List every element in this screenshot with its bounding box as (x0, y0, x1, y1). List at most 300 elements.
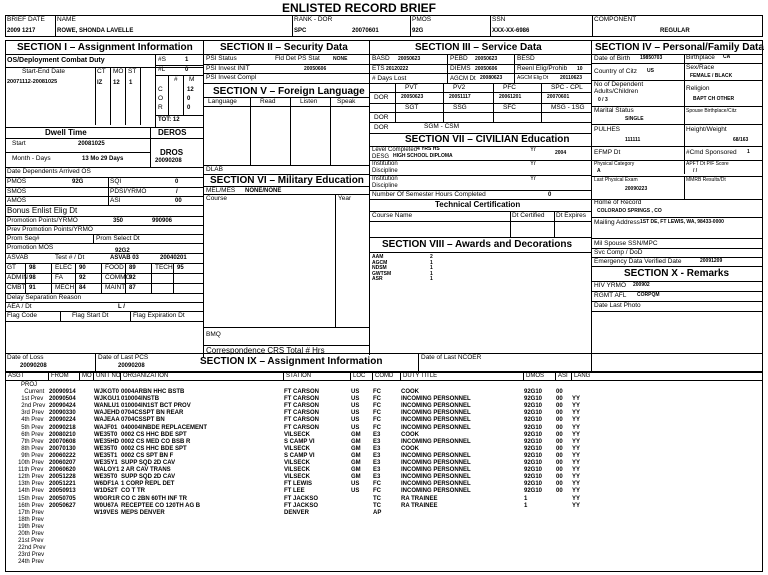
asvab-score-value: 89 (129, 265, 136, 271)
birthplace-label: Birthplace (686, 54, 715, 61)
asvab-score-label: CMBT (7, 284, 26, 291)
hash-label: # (174, 76, 178, 83)
col-divider (350, 372, 351, 380)
table-header: COMD (375, 373, 394, 379)
rgmt-value: CORPQM (637, 292, 660, 298)
yr-label: Yr (530, 147, 536, 153)
table-header: ASGT (8, 373, 25, 379)
date-loss-value: 20090208 (20, 363, 47, 369)
table-cell: FT CARSON (284, 403, 319, 410)
asvab-score-label: GT (7, 264, 17, 271)
col-divider (395, 83, 396, 122)
award-name: NDSM (372, 265, 387, 271)
agcm-dt-value: 20080623 (480, 75, 503, 81)
c-label: C (158, 86, 163, 93)
table-cell: TC (373, 495, 381, 502)
besd-label: BESD (517, 55, 535, 62)
table-cell: 20090224 (49, 417, 76, 424)
asvab-score-label: COMMO (105, 274, 131, 281)
section-6-title: SECTION VI – Military Education (210, 175, 364, 186)
dt-exp-label: Dt Expires (556, 212, 586, 219)
table-cell: 20080210 (49, 431, 76, 438)
asgt-label: 11th Prev (18, 467, 44, 474)
table-cell: YY (572, 488, 581, 495)
table-cell: INCOMING PERSONNEL (401, 452, 471, 459)
dor-label: DOR (374, 114, 389, 121)
table-header: DUTY TITLE (403, 373, 438, 379)
deros-label: DEROS (158, 128, 187, 137)
rank-grid (369, 83, 591, 133)
table-cell: INCOMING PERSONNEL (401, 467, 471, 474)
table-cell: FT CARSON (284, 424, 319, 431)
ssn-label: SSN (492, 16, 506, 23)
table-cell: 92G10 (524, 417, 543, 424)
row-divider (369, 112, 591, 113)
table-cell: 0002 CS HHC BDE SPT (121, 431, 187, 438)
table-cell: FT LEWIS (284, 481, 312, 488)
table-cell: YY (572, 481, 581, 488)
asgt-label: 12th Prev (18, 474, 44, 481)
table-cell: VILSECK (284, 445, 311, 452)
section-9-title: SECTION IX – Assignment Information (200, 356, 383, 367)
citizen-label: Country of Citz (594, 68, 637, 75)
table-cell: 20051228 (49, 474, 76, 481)
table-cell: FT CARSON (284, 396, 319, 403)
page-title: ENLISTED RECORD BRIEF (282, 1, 437, 15)
table-cell: YY (572, 474, 581, 481)
asgt-label: Current (24, 389, 45, 395)
table-cell: INCOMING PERSONNEL (401, 417, 471, 424)
r-value: 0 (187, 105, 191, 111)
asgt-label: 22nd Prev (18, 545, 46, 552)
table-cell: 92G10 (524, 474, 543, 481)
table-cell: DENVER (284, 509, 310, 516)
col-divider (48, 372, 49, 380)
component-label: COMPONENT (594, 16, 637, 23)
table-cell: 0002 CS HHC BDE SPT (121, 445, 187, 452)
correspondence-label: Correspondence CRS Total # Hrs (206, 346, 325, 355)
table-cell: FT CARSON (284, 410, 319, 417)
table-header: ASI (558, 373, 568, 379)
section-4-title: SECTION IV – Personal/Family Data (595, 42, 764, 53)
asvab-score-value: 87 (129, 285, 136, 291)
name-label: NAME (57, 16, 76, 23)
asgt-label: 19th Prev (18, 523, 44, 530)
pmos2-value: 92G (72, 179, 84, 185)
date-loss-label: Date of Loss (7, 354, 44, 361)
table-cell: WE35Y1 (94, 460, 118, 466)
pdsi-value: / (176, 189, 178, 195)
table-cell: 1 CORP REPL DET (121, 481, 175, 488)
col-divider (151, 263, 152, 293)
table-cell: YY (572, 410, 581, 417)
table-cell: US (351, 410, 360, 417)
table-cell: E3 (373, 460, 381, 466)
table-cell: YY (572, 445, 581, 452)
table-cell: WJKGU1 (94, 396, 120, 403)
table-cell: E3 (373, 431, 381, 438)
table-cell: W19VES (94, 509, 119, 516)
os-deployment-label: OS/Deployment Combat Duty (7, 57, 105, 64)
dor-value: 20051117 (449, 94, 471, 100)
table-cell: 00 (556, 403, 563, 410)
table-cell: US (351, 424, 360, 431)
tech-cert-label: Technical Certification (435, 200, 521, 209)
table-cell: VILSECK (284, 467, 311, 474)
table-cell: WE35HD (94, 438, 120, 445)
asvab-score-label: ADMIN (7, 274, 28, 281)
table-cell: 20090424 (49, 403, 76, 410)
table-cell: 2 AR CAV TRANS (121, 467, 171, 474)
table-cell: VILSECK (284, 460, 311, 466)
section-7-title: SECTION VII – CIVILIAN Education (405, 134, 570, 145)
table-cell: INCOMING PERSONNEL (401, 403, 471, 410)
sgm-label: SGM - CSM (424, 123, 460, 130)
asvab-score-value: 92 (129, 275, 136, 281)
agcm-elig-label: AGCM Elig Dt (517, 75, 549, 81)
table-cell: E3 (373, 474, 381, 481)
table-cell: YY (572, 431, 581, 438)
language-label: Language (208, 98, 237, 105)
table-cell: 20090218 (49, 424, 76, 431)
table-cell: 20050627 (49, 502, 76, 509)
table-cell: SUPP SQD 2D CAV (121, 460, 176, 466)
table-cell: S CAMP VI (284, 438, 315, 445)
religion-label: Religion (686, 85, 710, 92)
table-cell: 0704CSSPT BN REAR (121, 410, 184, 417)
mmrb-label: MMRB Results/Dt (686, 177, 726, 183)
table-cell: 0704CSSPT BN (121, 417, 165, 424)
table-cell: 00 (556, 474, 563, 481)
col-divider (25, 263, 26, 293)
spouse-label: Spouse Birthplace/Citz (686, 108, 737, 114)
prev-promo-label: Prev Promotion Points/YRMO (7, 226, 93, 233)
pdsi-label: PDSI/YRMO (110, 188, 147, 195)
tot-value: TOT: 12 (158, 117, 180, 123)
table-header: DMOS (526, 373, 544, 379)
table-cell: FC (373, 403, 381, 410)
cmd-sponsored-label: #Cmd Sponsored (686, 149, 737, 156)
asvab-score-value: 84 (79, 285, 86, 291)
asvab-scores (5, 263, 203, 293)
pebd-label: PEBD (450, 55, 468, 62)
height-weight-value: 68/163 (733, 137, 749, 143)
table-cell: E3 (373, 467, 381, 474)
table-cell: 20060207 (49, 460, 76, 466)
table-cell: COOK (401, 445, 419, 452)
dor-label: DOR (374, 124, 389, 131)
table-cell: INCOMING PERSONNEL (401, 481, 471, 488)
agcm-dt-label: AGCM Dt (450, 76, 476, 82)
brief-date-label: BRIEF DATE (7, 16, 45, 23)
asvab-date: 20040201 (160, 255, 187, 261)
table-cell: CO C 2BN 60TH INF TR (121, 495, 188, 502)
section-10-title: SECTION X - Remarks (624, 268, 730, 279)
r-label: R (158, 104, 163, 111)
table-cell: E3 (373, 445, 381, 452)
amos-label: AMOS (7, 197, 27, 204)
col-divider (79, 372, 80, 380)
deploy-dates: 20071112-20081025 (7, 79, 58, 85)
table-cell: RA TRAINEE (401, 502, 438, 509)
table-cell: WE35T0 (94, 445, 118, 452)
physical-category-value: A (597, 168, 601, 174)
table-cell: INCOMING PERSONNEL (401, 488, 471, 495)
pmos-label: PMOS (412, 16, 432, 23)
last-ncoer-label: Date of Last NCOER (421, 354, 482, 361)
rank-value: SPC (294, 28, 307, 34)
asvab-score-label: ELEC (55, 264, 72, 271)
table-cell: FT CARSON (284, 417, 319, 424)
table-cell: INCOMING PERSONNEL (401, 424, 471, 431)
rank-col-label: PVT (405, 84, 418, 91)
deploy-mo: 12 (113, 80, 120, 86)
asgt-label: 16th Prev (18, 502, 44, 509)
level-value: 4 YRS HS (417, 146, 440, 152)
asgt-label: 20th Prev (18, 531, 44, 537)
table-cell: 92G10 (524, 389, 543, 395)
pebd-value: 20050623 (475, 56, 498, 62)
table-cell: MEPS DENVER (121, 509, 165, 516)
assignment-rows (5, 372, 763, 572)
hiv-label: HIV YRMO (594, 282, 627, 289)
table-cell: YY (572, 424, 581, 431)
table-cell: WAJEAA (94, 417, 120, 424)
l-value: 0 (185, 67, 189, 73)
table-cell: FT JACKSO (284, 502, 319, 509)
psi-init-value: 20050606 (304, 66, 327, 72)
asvab-score-label: MAINT (105, 284, 126, 291)
apft-value: / / (693, 168, 698, 174)
start-value: 20081025 (78, 141, 105, 147)
reenl-value: 10 (577, 66, 583, 72)
col-divider (51, 263, 52, 293)
promo-points-value: 350 (113, 218, 124, 224)
table-cell: INCOMING PERSONNEL (401, 396, 471, 403)
desg-value: HIGH SCHOOL DIPLOMA (393, 153, 453, 159)
table-cell: 00 (556, 417, 563, 424)
month-days-value: 13 Mo 29 Days (82, 156, 124, 162)
table-cell: 00 (556, 445, 563, 452)
table-header: LOC (353, 373, 366, 379)
asgt-label: 3rd Prev (21, 410, 44, 417)
dor-value: 20050623 (401, 94, 424, 100)
psi-status-label: PSI Status (206, 55, 237, 62)
asvab-score-label: TECH (155, 264, 173, 271)
last-photo-label: Date Last Photo (594, 302, 641, 309)
table-cell: VILSECK (284, 474, 311, 481)
dor-value: 20070601 (547, 94, 570, 100)
col-divider (400, 372, 401, 380)
listen-label: Listen (300, 98, 318, 105)
table-cell: TC (373, 502, 381, 509)
table-cell: 20060222 (49, 452, 76, 459)
table-cell: W0GR1R (94, 495, 120, 502)
dob-label: Date of Birth (594, 55, 631, 62)
dor-value: 20070601 (352, 28, 379, 34)
mailing-value: 1ST DE, FT LEWIS, WA, 98433-0000 (640, 219, 724, 225)
table-cell: 20090330 (49, 410, 76, 417)
table-cell: COOK (401, 431, 419, 438)
table-cell: GM (351, 467, 361, 474)
table-header: ORGANIZATION (123, 373, 169, 379)
bonus-label: Bonus Enlist Elig Dt (7, 206, 78, 215)
asgt-label: 24th Prev (18, 559, 44, 566)
prom-select-label: Prom Select Dt (96, 235, 140, 242)
table-cell: YY (572, 495, 581, 502)
col-divider (125, 263, 126, 293)
dependents-label: No of Dependent Adults/Children (594, 81, 644, 96)
table-cell: W1D52T (94, 488, 118, 495)
dlab-label: DLAB (206, 166, 223, 173)
ct-label: CT (97, 68, 106, 75)
mil-spouse-label: Mil Spouse SSN/MPC (594, 240, 658, 247)
table-cell: YY (572, 467, 581, 474)
month-days-label: Month - Days (12, 155, 51, 162)
asgt-label: 8th Prev (21, 445, 44, 452)
asi-label: ASI (110, 197, 121, 204)
table-cell: INCOMING PERSONNEL (401, 460, 471, 466)
table-cell: AP (373, 509, 382, 516)
table-cell: FC (373, 488, 381, 495)
level-label: Level Completed (372, 147, 418, 153)
table-header: FROM (51, 373, 69, 379)
marital-value: SINGLE (625, 116, 644, 122)
col-divider (372, 372, 373, 380)
table-header: LANG (574, 373, 591, 379)
table-cell: 92G10 (524, 460, 543, 466)
s-label: #S (158, 56, 166, 63)
home-record-value: COLORADO SPRINGS , CO (597, 208, 662, 214)
physical-category-label: Physical Category (594, 161, 635, 167)
hiv-value: 200902 (633, 282, 650, 288)
awards-list (372, 255, 472, 295)
section-8-title: SECTION VIII – Awards and Decorations (382, 239, 573, 250)
table-cell: GM (351, 445, 361, 452)
dor-value: 20061201 (499, 94, 522, 100)
table-cell: 20050913 (49, 488, 76, 495)
table-cell: 00 (556, 396, 563, 403)
asvab-score-value: 98 (29, 265, 36, 271)
marital-label: Marital Status (594, 107, 634, 114)
name-value: ROWE, SHONDA LAVELLE (57, 28, 134, 34)
table-cell: 92G10 (524, 481, 543, 488)
asvab-score-label: MECH (55, 284, 75, 291)
award-count: 1 (430, 265, 433, 271)
asgt-label: 14th Prev (18, 488, 44, 495)
flag-start-label: Flag Start Dt (72, 312, 109, 319)
col-divider (120, 372, 121, 380)
table-cell: YY (572, 452, 581, 459)
table-cell: GM (351, 431, 361, 438)
religion-value: BAPT CH OTHER (693, 96, 735, 102)
table-cell: COOK (401, 389, 419, 395)
mel-value: NONE/NONE (245, 188, 282, 194)
year-label: Year (338, 195, 352, 202)
table-cell: INCOMING PERSONNEL (401, 474, 471, 481)
table-cell: 00 (556, 460, 563, 466)
table-cell: W0U67A (94, 502, 119, 509)
table-cell: 20051221 (49, 481, 76, 488)
table-cell: 92G10 (524, 488, 543, 495)
table-cell: 20090914 (49, 389, 76, 395)
asgt-label: 7th Prev (21, 438, 44, 445)
component-value: REGULAR (660, 28, 690, 34)
rank-col-label: SGT (405, 104, 419, 111)
deploy-ct: IZ (97, 80, 103, 86)
emergency-value: 20091209 (700, 258, 723, 264)
table-cell: WE35T0 (94, 431, 118, 438)
section-5-title: SECTION V – Foreign Language (213, 86, 365, 97)
award-name: AGCM (372, 259, 388, 266)
dros-label: DROS (160, 148, 184, 157)
pmos2-label: PMOS (7, 178, 27, 185)
basd-value: 20050623 (398, 56, 421, 62)
table-cell: 00 (556, 438, 563, 445)
sqi-label: SQI (110, 178, 122, 185)
table-cell: FC (373, 424, 381, 431)
table-cell: FC (373, 417, 381, 424)
table-header: STATION (286, 373, 312, 379)
rgmt-label: RGMT AFL (594, 292, 627, 299)
rank-col-label: MSG - 1SG (551, 104, 585, 111)
col-divider (493, 83, 494, 122)
asgt-label: 18th Prev (18, 516, 44, 523)
fld-det-value: NONE (333, 56, 348, 62)
dor-label: DOR (374, 94, 389, 101)
table-cell: US (351, 417, 360, 424)
table-cell: 20070130 (49, 445, 76, 452)
mailing-label: Mailing Address (594, 219, 640, 226)
table-cell: GM (351, 474, 361, 481)
table-cell: FC (373, 481, 381, 488)
start-label: Start (12, 140, 26, 147)
table-cell: 92G10 (524, 410, 543, 417)
table-cell: WANLU1 (94, 403, 120, 410)
diems-value: 20050606 (475, 66, 498, 72)
sex-label: Sex/Race (686, 64, 715, 71)
table-cell: 040004INBDE REPLACEMENT (121, 424, 208, 431)
mo-label: MO (113, 68, 124, 75)
test-label: Test # / Dt (55, 254, 85, 261)
asvab-score-value: 92 (79, 275, 86, 281)
asvab-score-label: FA (55, 274, 63, 281)
rank-col-label: SFC (503, 104, 516, 111)
table-cell: US (351, 396, 360, 403)
table-cell: 92G10 (524, 467, 543, 474)
table-cell: 010004INSTB (121, 396, 160, 403)
dwell-time-label: Dwell Time (45, 128, 87, 137)
asvab-value: ASVAB 03 (110, 255, 139, 261)
dros-value: 20090208 (155, 158, 182, 164)
table-cell: FT LEE (284, 488, 305, 495)
col-divider (541, 83, 542, 122)
table-cell: INCOMING PERSONNEL (401, 438, 471, 445)
table-cell: WE35T1 (94, 452, 118, 459)
col-divider (101, 263, 102, 293)
asvab-score-value: 95 (177, 265, 184, 271)
table-cell: VILSECK (284, 431, 311, 438)
ssn-value: XXX-XX-6986 (492, 28, 530, 34)
pmos-value: 92G (412, 28, 424, 34)
start-end-label: Start-End Date (22, 68, 65, 75)
psi-compl-label: PSI Invest Compl (206, 74, 257, 81)
table-cell: GM (351, 438, 361, 445)
table-cell: 92G10 (524, 431, 543, 438)
asgt-label: 1st Prev (21, 396, 44, 403)
award-count: 1 (430, 259, 433, 266)
table-cell: 00 (556, 389, 563, 395)
